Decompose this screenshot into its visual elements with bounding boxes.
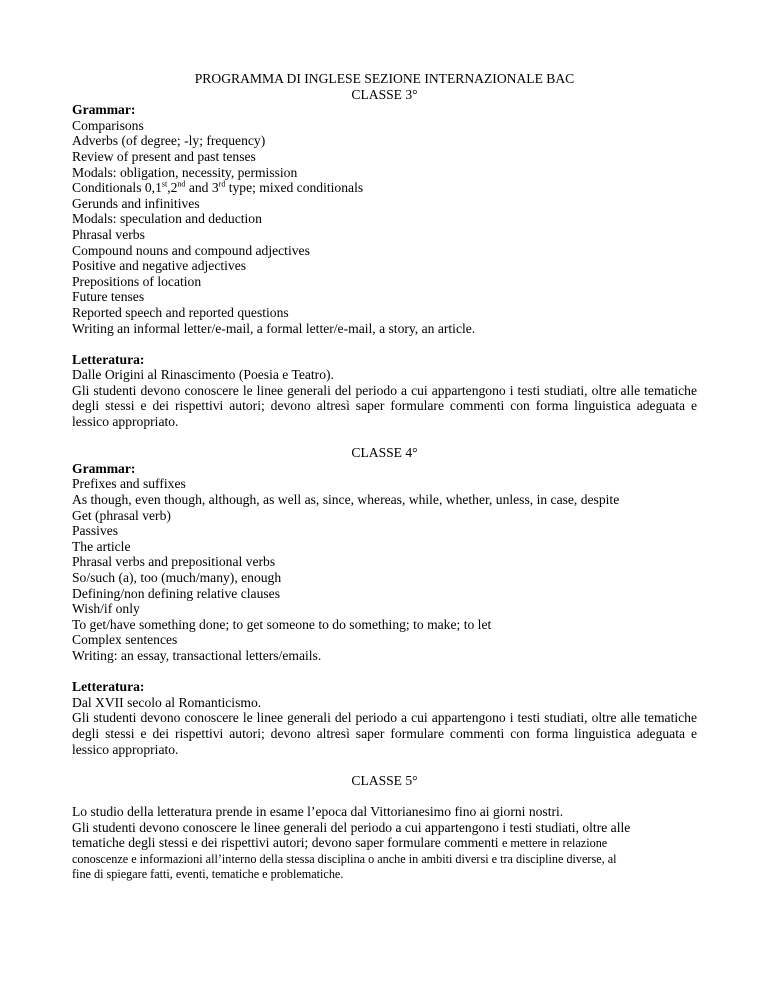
list-item: Prepositions of location — [72, 273, 202, 289]
spacer — [72, 336, 697, 352]
conditionals-text-a: Conditionals 0,1 — [72, 180, 162, 196]
class-4-grammar-list — [72, 476, 697, 663]
list-item: As though, even though, although, as well as, since, whereas, while, whether, unless, in case, despite — [72, 492, 620, 508]
class-5-line: Lo studio della letteratura prende in esame l’epoca dal Vittorianesimo fino ai giorni nostri. — [72, 803, 564, 819]
list-item: Modals: speculation and deduction — [72, 211, 262, 227]
class-5-small-line: fine di spiegare fatti, eventi, tematiche e problematiche. — [72, 867, 344, 882]
list-item: Writing an informal letter/e-mail, a formal letter/e-mail, a story, an article. — [72, 320, 476, 336]
conditionals-text-d: type; mixed conditionals — [225, 180, 364, 196]
class-4-grammar-heading: Grammar: — [72, 460, 136, 476]
class-4-literature-text: Gli studenti devono conoscere le linee generali del periodo a cui appartengono i testi studiati, oltre alle tematiche degli stessi e dei rispettivi autori; devono altresì saper formulare commenti con forma linguistica adeguata e lessico appropriato. — [72, 710, 697, 757]
list-item: So/such (a), too (much/many), enough — [72, 570, 282, 585]
list-item: Prefixes and suffixes — [72, 476, 186, 492]
class-3-heading: CLASSE 3° — [351, 86, 418, 102]
conditionals-text-b: ,2 — [167, 180, 178, 196]
list-item: Comparisons — [72, 117, 144, 133]
list-item: To get/have something done; to get someone to do something; to make; to let — [72, 616, 492, 632]
list-item-conditionals — [72, 180, 697, 196]
list-item: Review of present and past tenses — [72, 148, 256, 164]
document-title: PROGRAMMA DI INGLESE SEZIONE INTERNAZIONALE BAC — [194, 71, 575, 86]
list-item: Get (phrasal verb) — [72, 507, 171, 523]
list-item: Gerunds and infinitives — [72, 195, 200, 211]
document-page — [72, 71, 697, 883]
list-item: Modals: obligation, necessity, permission — [72, 164, 298, 180]
spacer — [72, 664, 697, 680]
class-4-heading: CLASSE 4° — [351, 445, 418, 461]
list-item: Adverbs (of degree; -ly; frequency) — [72, 133, 266, 149]
class-3-literature-heading: Letteratura: — [72, 351, 145, 367]
list-item: Compound nouns and compound adjectives — [72, 242, 310, 258]
spacer — [72, 430, 697, 446]
class-3-literature-period: Dalle Origini al Rinascimento (Poesia e Teatro). — [72, 367, 334, 383]
spacer — [72, 757, 697, 773]
class-5-text — [72, 804, 697, 883]
class-3-literature-text: Gli studenti devono conoscere le linee generali del periodo a cui appartengono i testi studiati, oltre alle tematiche degli stessi e dei rispettivi autori; devono altresì saper formulare commenti con forma linguistica adeguata e lessico appropriato. — [72, 382, 697, 430]
list-item: Writing: an essay, transactional letters/emails. — [72, 647, 322, 663]
class-5-heading: CLASSE 5° — [351, 772, 418, 788]
class-4-literature-heading: Letteratura: — [72, 679, 145, 695]
list-item: Defining/non defining relative clauses — [72, 585, 280, 601]
list-item: Complex sentences — [72, 632, 178, 648]
class-4-literature-period: Dal XVII secolo al Romanticismo. — [72, 694, 262, 710]
superscript-st: st — [161, 179, 168, 189]
list-item: The article — [72, 538, 131, 554]
list-item: Phrasal verbs and prepositional verbs — [72, 554, 276, 570]
spacer — [72, 788, 697, 804]
list-item: Future tenses — [72, 289, 145, 305]
superscript-rd: rd — [218, 179, 226, 189]
list-item: Phrasal verbs — [72, 226, 145, 242]
class-5-line: Gli studenti devono conoscere le linee generali del periodo a cui appartengono i testi studiati, oltre alle — [72, 819, 631, 835]
list-item: Passives — [72, 523, 119, 539]
list-item: Positive and negative adjectives — [72, 258, 247, 274]
class-5-line-main: tematiche degli stessi e dei rispettivi autori; devono saper formulare commenti — [72, 835, 502, 851]
list-item: Wish/if only — [72, 601, 140, 617]
conditionals-text-c: and 3 — [185, 180, 219, 196]
class-5-line-small: e mettere in relazione — [501, 836, 608, 851]
list-item: Reported speech and reported questions — [72, 304, 289, 320]
class-3-grammar-list — [72, 118, 697, 336]
class-3-grammar-heading: Grammar: — [72, 102, 136, 118]
class-5-line — [72, 835, 697, 852]
superscript-nd: nd — [177, 179, 186, 189]
class-5-small-line: conoscenze e informazioni all’interno della stessa disciplina o anche in ambiti diversi e tra discipline diverse, al — [72, 851, 617, 866]
